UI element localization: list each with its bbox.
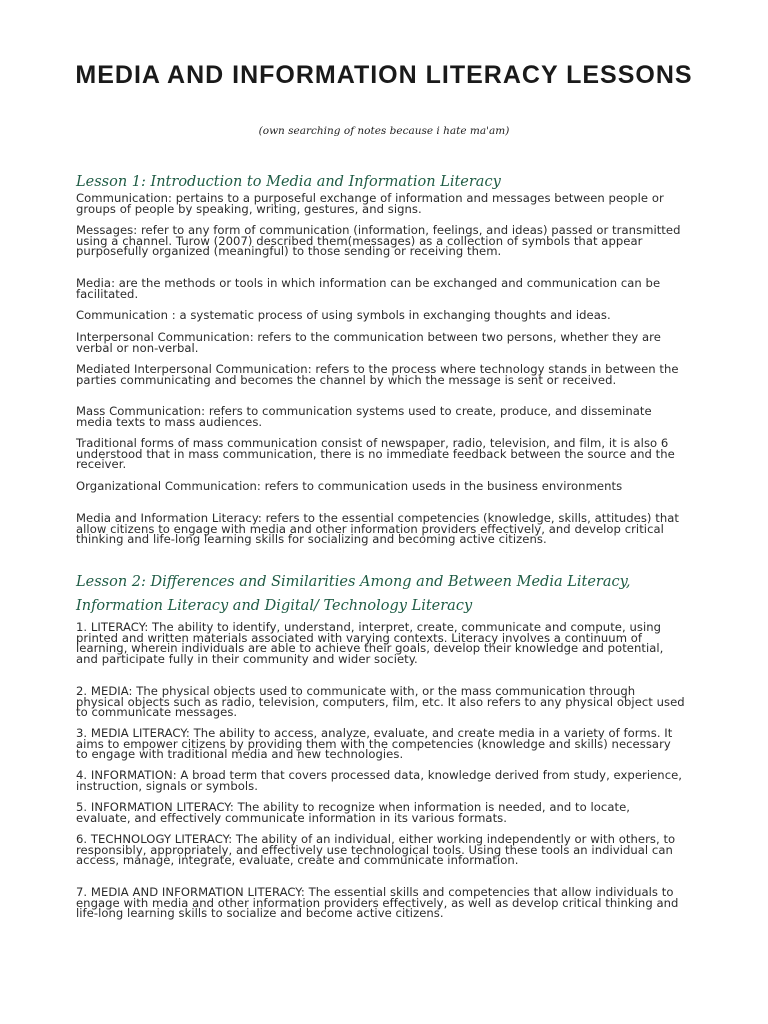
lesson-1-paragraph-messages: Messages: refer to any form of communication (information, feelings, and ideas) passed or transmitted using a channel. Turow (2007) described them(messages) as a collection of symbols that appear purposefully organized (meaningful) to those sending or receiving them.	[76, 223, 681, 259]
lesson-1-heading: Lesson 1: Introduction to Media and Information Literacy	[76, 174, 501, 190]
document-subtitle: (own searching of notes because i hate ma'am)	[258, 125, 510, 137]
document-title: MEDIA AND INFORMATION LITERACY LESSONS	[75, 61, 693, 89]
lesson-2-item-media: 2. MEDIA: The physical objects used to communicate with, or the mass communication through physical objects such as radio, television, computers, film, etc. It also refers to any physical object used to communicate messages.	[76, 684, 685, 720]
lesson-2-item-technology-literacy: 6. TECHNOLOGY LITERACY: The ability of an individual, either working independently or with others, to responsibly, appropriately, and effectively use technological tools. Using these tools an individual can access, manage, integrate, evaluate, create and communicate information.	[76, 832, 676, 868]
lesson-1-paragraph-communication: Communication: pertains to a purposeful exchange of information and messages between people or groups of people by speaking, writing, gestures, and signs.	[76, 191, 664, 216]
lesson-2-item-media-literacy: 3. MEDIA LITERACY: The ability to access, analyze, evaluate, and create media in a variety of forms. It aims to empower citizens by providing them with the competencies (knowledge and skills) necessary to engage with traditional media and new technologies.	[76, 726, 673, 762]
lesson-1-paragraph-mil-definition: Media and Information Literacy: refers to the essential competencies (knowledge, skills, attitudes) that allow citizens to engage with media and other information providers effectively, and develop critical thinking and life-long learning skills for socializing and becoming active citizens.	[76, 511, 679, 547]
lesson-2-item-information-literacy: 5. INFORMATION LITERACY: The ability to recognize when information is needed, and to locate, evaluate, and effectively communicate information in its various formats.	[76, 800, 631, 825]
lesson-1-paragraph-interpersonal: Interpersonal Communication: refers to the communication between two persons, whether they are verbal or non-verbal.	[76, 330, 661, 355]
lesson-1-paragraph-mediated-interpersonal: Mediated Interpersonal Communication: refers to the process where technology stands in between the parties communicating and becomes the channel by which the message is sent or received.	[76, 362, 679, 387]
lesson-1-paragraph-communication-process: Communication : a systematic process of using symbols in exchanging thoughts and ideas.	[76, 308, 611, 322]
lesson-1-paragraph-mass-communication: Mass Communication: refers to communication systems used to create, produce, and disseminate media texts to mass audiences.	[76, 404, 652, 429]
lesson-1-paragraph-traditional-forms: Traditional forms of mass communication consist of newspaper, radio, television, and film, it is also 6 understood that in mass communication, there is no immediate feedback between the source and the receiver.	[76, 436, 675, 472]
lesson-2-item-information: 4. INFORMATION: A broad term that covers processed data, knowledge derived from study, experience, instruction, signals or symbols.	[76, 768, 683, 793]
lesson-1-paragraph-organizational: Organizational Communication: refers to communication useds in the business environments	[76, 479, 623, 493]
lesson-2-heading: Lesson 2: Differences and Similarities Among and Between Media Literacy, Information Literacy and Digital/ Technology Literacy	[76, 574, 631, 614]
lesson-2-item-literacy: 1. LITERACY: The ability to identify, understand, interpret, create, communicate and compute, using printed and written materials associated with varying contexts. Literacy involves a continuum of learning, wherein individuals are able to achieve their goals, develop their knowledge and potential, and participate fully in their community and wider society.	[76, 620, 664, 666]
lesson-2-item-mil: 7. MEDIA AND INFORMATION LITERACY: The essential skills and competencies that allow individuals to engage with media and other information providers effectively, as well as develop critical thinking and life-long learning skills to socialize and become active citizens.	[76, 885, 679, 921]
lesson-1-paragraph-media: Media: are the methods or tools in which information can be exchanged and communication can be facilitated.	[76, 276, 661, 301]
